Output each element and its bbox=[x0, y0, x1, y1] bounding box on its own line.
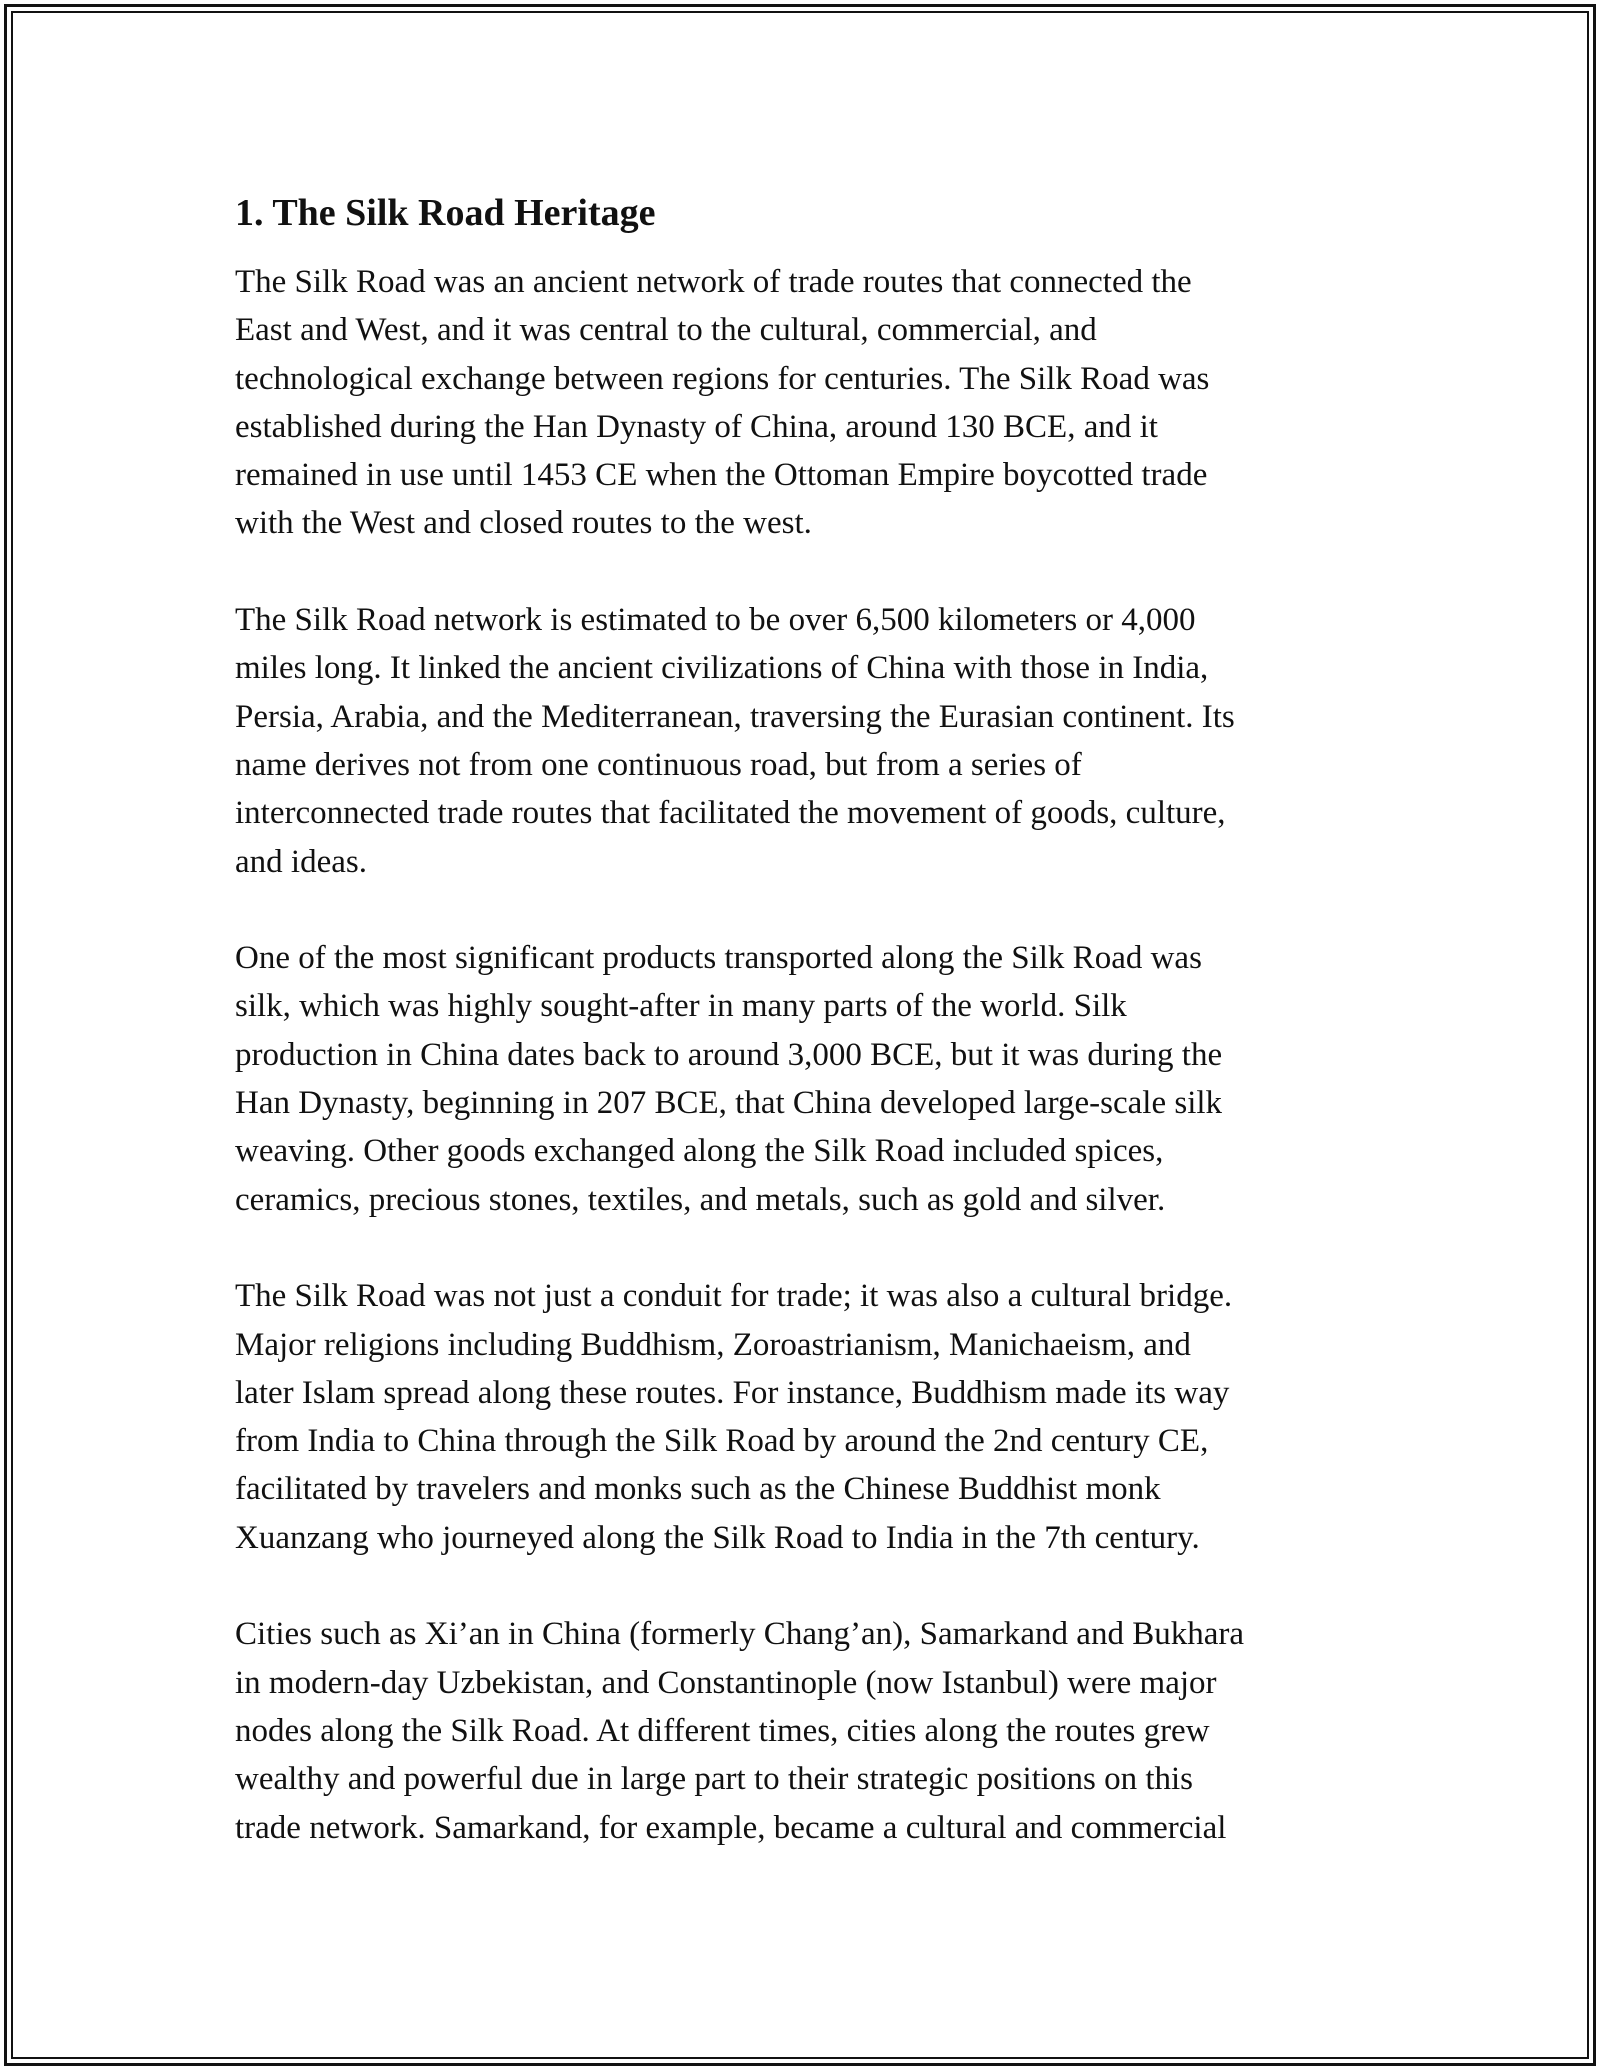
paragraph-1 bbox=[235, 258, 1365, 548]
text-line: from India to China through the Silk Road by around the 2nd century CE, bbox=[235, 1423, 1209, 1460]
text-line: remained in use until 1453 CE when the Ottoman Empire boycotted trade bbox=[235, 457, 1208, 494]
text-line: later Islam spread along these routes. For instance, Buddhism made its way bbox=[235, 1374, 1230, 1411]
text-line: The Silk Road was an ancient network of trade routes that connected the bbox=[235, 264, 1192, 300]
text-line: production in China dates back to around 3,000 BCE, but it was during the bbox=[235, 1036, 1223, 1073]
text-line: weaving. Other goods exchanged along the Silk Road included spices, bbox=[235, 1133, 1164, 1170]
text-line: Xuanzang who journeyed along the Silk Road to India in the 7th century. bbox=[235, 1519, 1200, 1556]
text-line: wealthy and powerful due in large part to their strategic positions on this bbox=[235, 1761, 1193, 1798]
text-line: with the West and closed routes to the west. bbox=[235, 505, 812, 542]
text-line: trade network. Samarkand, for example, became a cultural and commercial bbox=[235, 1809, 1227, 1846]
text-line: The Silk Road network is estimated to be over 6,500 kilometers or 4,000 bbox=[235, 602, 1196, 639]
text-line: Han Dynasty, beginning in 207 BCE, that China developed large-scale silk bbox=[235, 1085, 1223, 1122]
text-line: name derives not from one continuous road, but from a series of bbox=[235, 746, 1082, 783]
text-line: The Silk Road was not just a conduit for trade; it was also a cultural bridge. bbox=[235, 1278, 1233, 1315]
paragraph-3 bbox=[235, 934, 1365, 1224]
text-line: Major religions including Buddhism, Zoroastrianism, Manichaeism, and bbox=[235, 1326, 1191, 1363]
section-heading: 1. The Silk Road Heritage bbox=[235, 192, 656, 234]
text-line: nodes along the Silk Road. At different times, cities along the routes grew bbox=[235, 1712, 1210, 1749]
paragraph-5 bbox=[235, 1610, 1365, 1851]
paragraph-4 bbox=[235, 1272, 1365, 1562]
text-line: One of the most significant products transported along the Silk Road was bbox=[235, 940, 1202, 977]
text-line: silk, which was highly sought-after in many parts of the world. Silk bbox=[235, 988, 1127, 1025]
text-line: interconnected trade routes that facilitated the movement of goods, culture, bbox=[235, 795, 1226, 832]
text-line: established during the Han Dynasty of China, around 130 BCE, and it bbox=[235, 408, 1158, 445]
text-line: East and West, and it was central to the cultural, commercial, and bbox=[235, 312, 1097, 349]
paragraph-2 bbox=[235, 596, 1365, 886]
text-line: miles long. It linked the ancient civilizations of China with those in India, bbox=[235, 650, 1209, 687]
text-line: in modern-day Uzbekistan, and Constantinople (now Istanbul) were major bbox=[235, 1664, 1217, 1701]
text-line: technological exchange between regions for centuries. The Silk Road was bbox=[235, 360, 1210, 397]
document-body bbox=[235, 185, 1365, 1900]
text-line: facilitated by travelers and monks such as the Chinese Buddhist monk bbox=[235, 1471, 1161, 1508]
text-line: Persia, Arabia, and the Mediterranean, traversing the Eurasian continent. Its bbox=[235, 698, 1235, 735]
text-line: ceramics, precious stones, textiles, and metals, such as gold and silver. bbox=[235, 1181, 1166, 1218]
text-line: Cities such as Xi’an in China (formerly Chang’an), Samarkand and Bukhara bbox=[235, 1616, 1244, 1653]
text-line: and ideas. bbox=[235, 843, 367, 880]
